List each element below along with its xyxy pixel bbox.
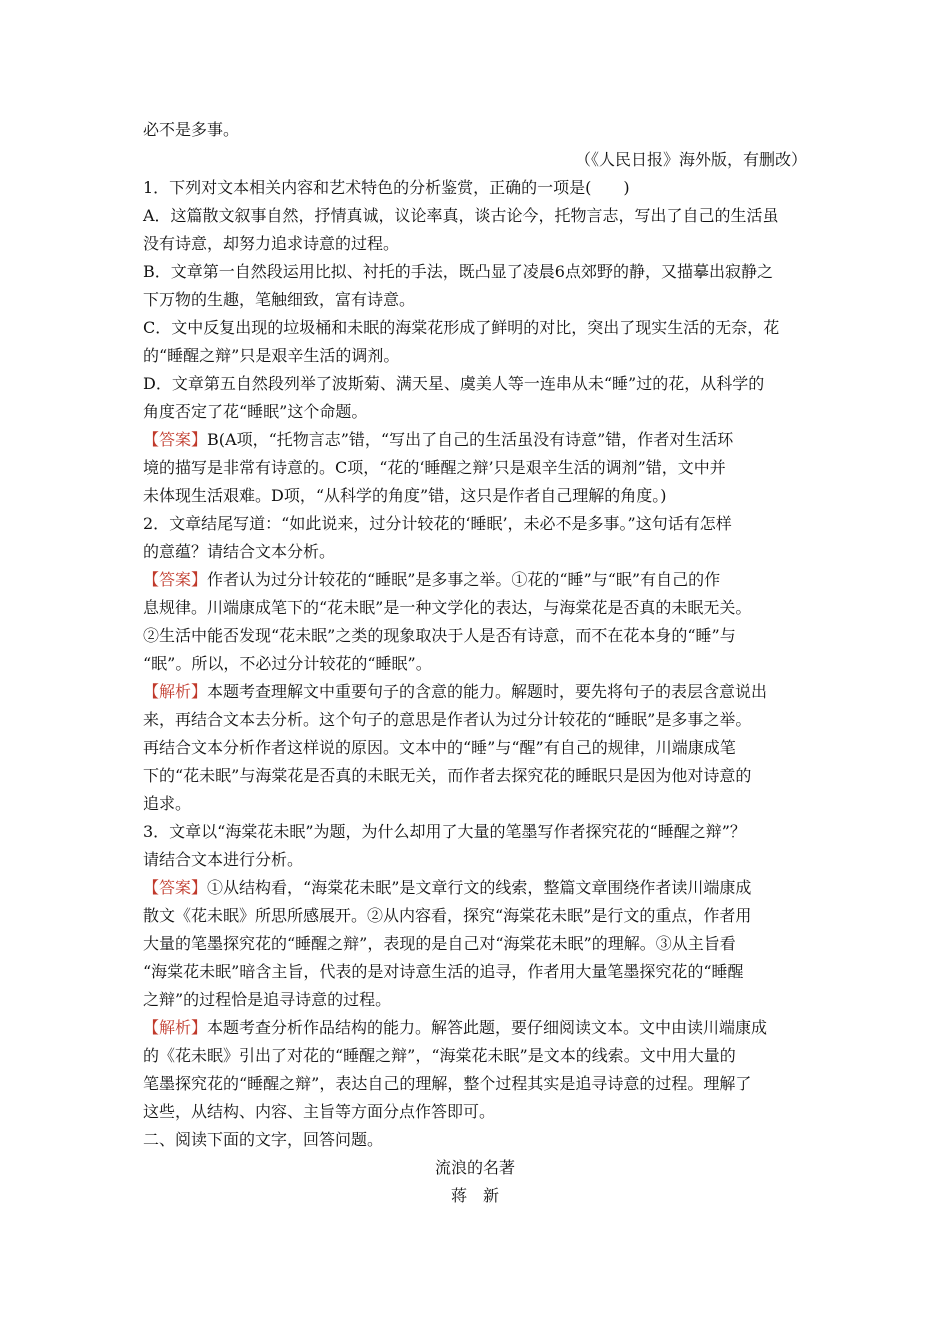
text-line: “海棠花未眠”暗含主旨，代表的是对诗意生活的追寻，作者用大量笔墨探究花的“睡醒 (143, 962, 744, 981)
option-b: B．文章第一自然段运用比拟、衬托的手法，既凸显了凌晨6点郊野的静，又描摹出寂静之 (143, 262, 773, 281)
text-line: “眠”。所以，不必过分计较花的“睡眠”。 (143, 654, 432, 673)
text-line: 的《花未眠》引出了对花的“睡醒之辩”，“海棠花未眠”是文本的线索。文中用大量的 (143, 1046, 736, 1065)
analysis-tag: 【解析】 (143, 1018, 208, 1037)
answer-text: B(A项，“托物言志”错，“写出了自己的生活虽没有诗意”错，作者对生活环 (207, 430, 734, 449)
article-title: 流浪的名著 (434, 1158, 515, 1177)
analysis-2 (143, 682, 767, 702)
text-line: 角度否定了花“睡眠”这个命题。 (143, 402, 368, 421)
text-line: 追求。 (143, 794, 192, 813)
text-line: 大量的笔墨探究花的“睡醒之辩”，表现的是自己对“海棠花未眠”的理解。③从主旨看 (143, 934, 736, 953)
text-line: 这些，从结构、内容、主旨等方面分点作答即可。 (143, 1102, 496, 1121)
text-line: 下万物的生趣，笔触细致，富有诗意。 (143, 290, 416, 309)
article-author: 蒋 新 (450, 1186, 499, 1205)
text-line: ②生活中能否发现“花未眠”之类的现象取决于人是否有诗意，而不在花本身的“睡”与 (143, 626, 736, 645)
section-heading: 二、阅读下面的文字，回答问题。 (143, 1130, 384, 1149)
option-d: D．文章第五自然段列举了波斯菊、满天星、虞美人等一连串从未“睡”过的花，从科学的 (143, 374, 765, 393)
text-line: 之辩”的过程恰是追寻诗意的过程。 (143, 990, 392, 1009)
text-line: 来，再结合文本去分析。这个句子的意思是作者认为过分计较花的“睡眠”是多事之举。 (143, 710, 752, 729)
option-a: A．这篇散文叙事自然，抒情真诚，议论率真，谈古论今，托物言志，写出了自己的生活虽 (143, 206, 779, 225)
analysis-text: 本题考查分析作品结构的能力。解答此题，要仔细阅读文本。文中由读川端康成 (207, 1018, 768, 1037)
question-2: 2．文章结尾写道：“如此说来，过分计较花的‘睡眠’，未必不是多事。”这句话有怎样 (143, 514, 732, 533)
answer-tag: 【答案】 (143, 570, 208, 589)
analysis-text: 本题考查理解文中重要句子的含意的能力。解题时，要先将句子的表层含意说出 (207, 682, 768, 701)
text-line: 的“睡醒之辩”只是艰辛生活的调剂。 (143, 346, 400, 365)
answer-tag: 【答案】 (143, 878, 208, 897)
question-3: 3．文章以“海棠花未眠”为题，为什么却用了大量的笔墨写作者探究花的“睡醒之辩”？ (143, 822, 746, 841)
analysis-tag: 【解析】 (143, 682, 208, 701)
text-line: 笔墨探究花的“睡醒之辩”，表达自己的理解，整个过程其实是追寻诗意的过程。理解了 (143, 1074, 752, 1093)
analysis-3 (143, 1018, 767, 1038)
text-line: 下的“花未眠”与海棠花是否真的未眠无关，而作者去探究花的睡眠只是因为他对诗意的 (143, 766, 752, 785)
text-line: 境的描写是非常有诗意的。C项，“花的‘睡醒之辩’只是艰辛生活的调剂”错，文中并 (143, 458, 726, 477)
option-c: C．文中反复出现的垃圾桶和未眠的海棠花形成了鲜明的对比，突出了现实生活的无奈，花 (143, 318, 780, 337)
source-citation: （《人民日报》海外版，有删改） (574, 150, 807, 169)
text-line: 息规律。川端康成笔下的“花未眠”是一种文学化的表达，与海棠花是否真的未眠无关。 (143, 598, 752, 617)
answer-text: 作者认为过分计较花的“睡眠”是多事之举。①花的“睡”与“眠”有自己的作 (207, 570, 721, 589)
text-line: 未体现生活艰难。D项，“从科学的角度”错，这只是作者自己理解的角度。) (143, 486, 667, 505)
text-line: 没有诗意，却努力追求诗意的过程。 (143, 234, 400, 253)
answer-3 (143, 878, 751, 898)
text-line: 的意蕴？请结合文本分析。 (143, 542, 336, 561)
answer-text: ①从结构看，“海棠花未眠”是文章行文的线索，整篇文章围绕作者读川端康成 (207, 878, 752, 897)
text-line: 必不是多事。 (143, 120, 240, 139)
answer-tag: 【答案】 (143, 430, 208, 449)
answer-1 (143, 430, 733, 450)
text-line: 散文《花未眠》所思所感展开。②从内容看，探究“海棠花未眠”是行文的重点，作者用 (143, 906, 752, 925)
question-1: 1．下列对文本相关内容和艺术特色的分析鉴赏，正确的一项是( ) (143, 178, 630, 197)
text-line: 请结合文本进行分析。 (143, 850, 304, 869)
text-line: 再结合文本分析作者这样说的原因。文本中的“睡”与“醒”有自己的规律，川端康成笔 (143, 738, 736, 757)
answer-2 (143, 570, 720, 590)
